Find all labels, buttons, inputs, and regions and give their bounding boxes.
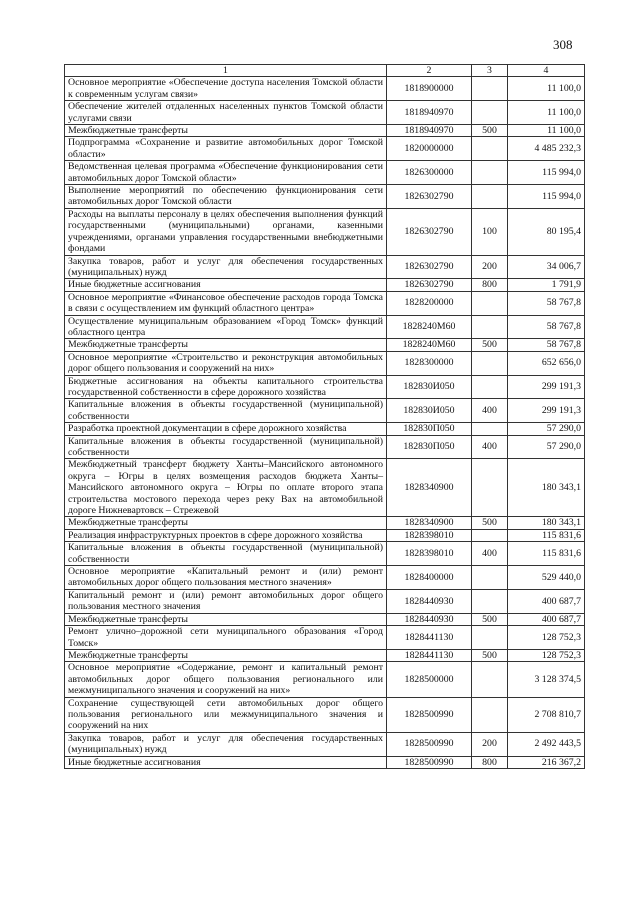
row-code-cell: 1828200000 (387, 291, 472, 315)
table-row (65, 77, 585, 101)
row-name-cell: Осуществление муниципальным образованием «Город Томск» функций областного центра (65, 315, 387, 339)
table-row (65, 137, 585, 161)
table-row (65, 161, 585, 185)
row-vr-cell (472, 291, 508, 315)
row-code-cell: 1828441130 (387, 649, 472, 661)
table-row (65, 529, 585, 541)
row-vr-cell: 200 (472, 732, 508, 756)
row-name-cell: Выполнение мероприятий по обеспечению функционирования сети автомобильных дорог Томской области (65, 185, 387, 209)
row-name-cell: Капитальный ремонт и (или) ремонт автомобильных дорог общего пользования местного значения (65, 589, 387, 613)
table-row (65, 697, 585, 732)
table-row (65, 589, 585, 613)
row-vr-cell (472, 137, 508, 161)
row-name-cell: Основное мероприятие «Содержание, ремонт и капитальный ремонт автомобильных дорог общего пользования регионального или межмуниципального значения и сооружений на них» (65, 662, 387, 697)
row-name-cell: Межбюджетный трансферт бюджету Ханты–Мансийского автономного округа – Югры в целях возмещения расходов бюджета Ханты–Мансийского автономного округа – Югры по оплате второго этапа строительства мостового перехода через реку Вах на автомобильной дороге Нижневартовск – Стрежевой (65, 459, 387, 517)
table-row (65, 613, 585, 625)
table-row (65, 255, 585, 279)
header-cell-name: 1 (65, 65, 387, 77)
row-name-cell: Закупка товаров, работ и услуг для обеспечения государственных (муниципальных) нужд (65, 732, 387, 756)
row-code-cell: 1828398010 (387, 542, 472, 566)
row-amount-cell: 58 767,8 (508, 339, 585, 351)
row-vr-cell (472, 423, 508, 435)
row-code-cell: 1818940970 (387, 125, 472, 137)
row-code-cell: 182830И050 (387, 399, 472, 423)
row-code-cell: 1828240М60 (387, 315, 472, 339)
row-name-cell: Иные бюджетные ассигнования (65, 756, 387, 768)
row-code-cell: 1826302790 (387, 208, 472, 255)
row-name-cell: Межбюджетные трансферты (65, 613, 387, 625)
row-code-cell: 1828340900 (387, 459, 472, 517)
row-amount-cell: 2 708 810,7 (508, 697, 585, 732)
row-vr-cell: 500 (472, 517, 508, 529)
row-amount-cell: 80 195,4 (508, 208, 585, 255)
row-code-cell: 1826302790 (387, 185, 472, 209)
row-name-cell: Основное мероприятие «Финансовое обеспечение расходов города Томска в связи с осуществлением им функций областного центра» (65, 291, 387, 315)
row-name-cell: Капитальные вложения в объекты государственной (муниципальной) собственности (65, 399, 387, 423)
table-row (65, 185, 585, 209)
header-cell-vr: 3 (472, 65, 508, 77)
row-code-cell: 1828500990 (387, 732, 472, 756)
row-amount-cell: 11 100,0 (508, 125, 585, 137)
table-row (65, 517, 585, 529)
row-amount-cell: 400 687,7 (508, 613, 585, 625)
row-name-cell: Капитальные вложения в объекты государственной (муниципальной) собственности (65, 542, 387, 566)
row-code-cell: 182830П050 (387, 435, 472, 459)
row-amount-cell: 2 492 443,5 (508, 732, 585, 756)
table-row (65, 315, 585, 339)
row-amount-cell: 400 687,7 (508, 589, 585, 613)
row-code-cell: 1828300000 (387, 351, 472, 375)
row-amount-cell: 299 191,3 (508, 399, 585, 423)
row-amount-cell: 11 100,0 (508, 77, 585, 101)
row-code-cell: 1828398010 (387, 529, 472, 541)
row-name-cell: Разработка проектной документации в сфере дорожного хозяйства (65, 423, 387, 435)
table-row (65, 125, 585, 137)
row-amount-cell: 216 367,2 (508, 756, 585, 768)
row-name-cell: Бюджетные ассигнования на объекты капитального строительства государственной собственности в сфере дорожного хозяйства (65, 375, 387, 399)
table-row (65, 208, 585, 255)
row-vr-cell: 500 (472, 649, 508, 661)
row-amount-cell: 652 656,0 (508, 351, 585, 375)
row-vr-cell (472, 161, 508, 185)
row-name-cell: Подпрограмма «Сохранение и развитие автомобильных дорог Томской области» (65, 137, 387, 161)
row-amount-cell: 115 831,6 (508, 529, 585, 541)
row-amount-cell: 115 994,0 (508, 185, 585, 209)
row-name-cell: Межбюджетные трансферты (65, 517, 387, 529)
row-vr-cell: 500 (472, 125, 508, 137)
row-vr-cell (472, 662, 508, 697)
row-vr-cell (472, 529, 508, 541)
row-name-cell: Основное мероприятие «Строительство и реконструкция автомобильных дорог общего пользования и сооружений на них» (65, 351, 387, 375)
row-code-cell: 1828500990 (387, 756, 472, 768)
row-code-cell: 1820000000 (387, 137, 472, 161)
row-vr-cell: 400 (472, 435, 508, 459)
row-name-cell: Основное мероприятие «Капитальный ремонт и (или) ремонт автомобильных дорог общего пользования местного значения» (65, 566, 387, 590)
row-name-cell: Ведомственная целевая программа «Обеспечение функционирования сети автомобильных дорог Томской области» (65, 161, 387, 185)
table-row (65, 291, 585, 315)
row-vr-cell (472, 375, 508, 399)
row-amount-cell: 299 191,3 (508, 375, 585, 399)
table-row (65, 732, 585, 756)
row-code-cell: 1828441130 (387, 626, 472, 650)
row-amount-cell: 58 767,8 (508, 291, 585, 315)
row-name-cell: Основное мероприятие «Обеспечение доступа населения Томской области к современным услугам связи» (65, 77, 387, 101)
row-code-cell: 1828440930 (387, 613, 472, 625)
row-vr-cell: 200 (472, 255, 508, 279)
row-vr-cell (472, 589, 508, 613)
table-row (65, 351, 585, 375)
row-vr-cell: 500 (472, 339, 508, 351)
row-amount-cell: 180 343,1 (508, 459, 585, 517)
table-row (65, 423, 585, 435)
row-amount-cell: 115 831,6 (508, 542, 585, 566)
table-row (65, 399, 585, 423)
row-amount-cell: 58 767,8 (508, 315, 585, 339)
row-name-cell: Иные бюджетные ассигнования (65, 279, 387, 291)
row-code-cell: 182830П050 (387, 423, 472, 435)
row-code-cell: 182830И050 (387, 375, 472, 399)
row-name-cell: Реализация инфраструктурных проектов в сфере дорожного хозяйства (65, 529, 387, 541)
row-amount-cell: 4 485 232,3 (508, 137, 585, 161)
row-vr-cell: 800 (472, 756, 508, 768)
row-code-cell: 1828500990 (387, 697, 472, 732)
table-row (65, 566, 585, 590)
header-cell-amount: 4 (508, 65, 585, 77)
budget-table (64, 64, 585, 769)
row-vr-cell: 400 (472, 399, 508, 423)
table-row (65, 279, 585, 291)
row-code-cell: 1818940970 (387, 101, 472, 125)
row-vr-cell (472, 315, 508, 339)
row-name-cell: Ремонт улично–дорожной сети муниципального образования «Город Томск» (65, 626, 387, 650)
table-row (65, 435, 585, 459)
row-code-cell: 1826302790 (387, 255, 472, 279)
row-amount-cell: 180 343,1 (508, 517, 585, 529)
row-code-cell: 1828500000 (387, 662, 472, 697)
row-name-cell: Закупка товаров, работ и услуг для обеспечения государственных (муниципальных) нужд (65, 255, 387, 279)
row-name-cell: Межбюджетные трансферты (65, 125, 387, 137)
page-number: 308 (553, 37, 573, 52)
row-code-cell: 1828240М60 (387, 339, 472, 351)
row-vr-cell: 400 (472, 542, 508, 566)
row-amount-cell: 128 752,3 (508, 626, 585, 650)
table-row (65, 459, 585, 517)
row-name-cell: Капитальные вложения в объекты государственной (муниципальной) собственности (65, 435, 387, 459)
row-vr-cell (472, 459, 508, 517)
row-vr-cell (472, 351, 508, 375)
row-vr-cell: 100 (472, 208, 508, 255)
row-amount-cell: 1 791,9 (508, 279, 585, 291)
row-name-cell: Расходы на выплаты персоналу в целях обеспечения выполнения функций государственными (муниципальными) органами, казенными учреждениями, органами управления государственными внебюджетными фондами (65, 208, 387, 255)
table-row (65, 339, 585, 351)
row-code-cell: 1828340900 (387, 517, 472, 529)
table-row (65, 542, 585, 566)
row-name-cell: Межбюджетные трансферты (65, 339, 387, 351)
table-row (65, 375, 585, 399)
row-name-cell: Сохранение существующей сети автомобильных дорог общего пользования регионального или межмуниципального значения и сооружений на них (65, 697, 387, 732)
table-row (65, 649, 585, 661)
row-amount-cell: 529 440,0 (508, 566, 585, 590)
row-vr-cell (472, 77, 508, 101)
row-name-cell: Обеспечение жителей отдаленных населенных пунктов Томской области услугами связи (65, 101, 387, 125)
row-vr-cell (472, 101, 508, 125)
row-code-cell: 1826300000 (387, 161, 472, 185)
row-vr-cell: 500 (472, 613, 508, 625)
table-header-row (65, 65, 585, 77)
row-vr-cell: 800 (472, 279, 508, 291)
row-amount-cell: 128 752,3 (508, 649, 585, 661)
row-name-cell: Межбюджетные трансферты (65, 649, 387, 661)
row-vr-cell (472, 697, 508, 732)
table-row (65, 756, 585, 768)
row-vr-cell (472, 566, 508, 590)
row-amount-cell: 3 128 374,5 (508, 662, 585, 697)
row-amount-cell: 57 290,0 (508, 435, 585, 459)
row-amount-cell: 57 290,0 (508, 423, 585, 435)
row-code-cell: 1818900000 (387, 77, 472, 101)
row-amount-cell: 115 994,0 (508, 161, 585, 185)
row-amount-cell: 34 006,7 (508, 255, 585, 279)
row-code-cell: 1828400000 (387, 566, 472, 590)
row-code-cell: 1826302790 (387, 279, 472, 291)
row-amount-cell: 11 100,0 (508, 101, 585, 125)
table-row (65, 662, 585, 697)
table-row (65, 626, 585, 650)
header-cell-code: 2 (387, 65, 472, 77)
row-code-cell: 1828440930 (387, 589, 472, 613)
row-vr-cell (472, 185, 508, 209)
table-row (65, 101, 585, 125)
row-vr-cell (472, 626, 508, 650)
